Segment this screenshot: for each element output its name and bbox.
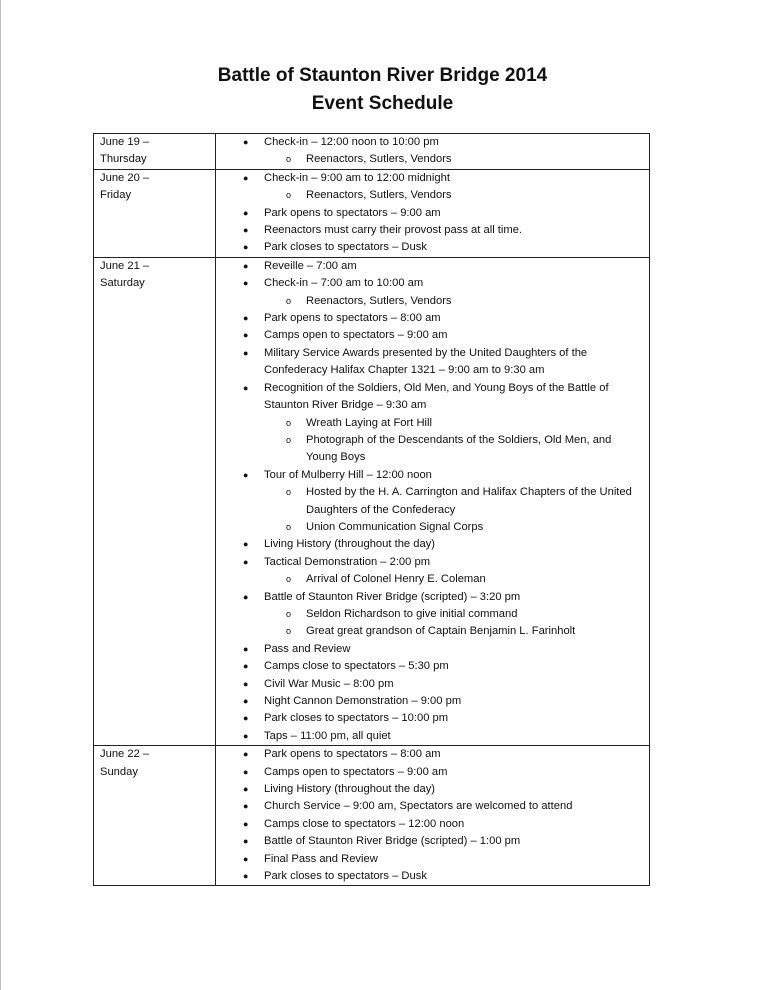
sub-event-item (264, 484, 643, 519)
event-list (216, 170, 649, 257)
circle-bullet-icon: o (286, 487, 292, 498)
event-item (216, 764, 649, 781)
event-item (216, 693, 649, 710)
sub-event-item (264, 606, 643, 623)
sub-event-text: Seldon Richardson to give initial command (306, 607, 518, 620)
event-item (216, 641, 649, 658)
day-date: June 21 – (100, 259, 150, 272)
event-text: Camps open to spectators – 9:00 am (264, 329, 448, 342)
event-text: Reveille – 7:00 am (264, 259, 357, 272)
schedule-row (94, 257, 650, 745)
event-text: Civil War Music – 8:00 pm (264, 677, 394, 690)
sub-event-text: Arrival of Colonel Henry E. Coleman (306, 573, 486, 586)
day-cell (94, 746, 216, 886)
events-cell (216, 746, 650, 886)
sub-event-item (264, 415, 643, 432)
event-text: Battle of Staunton River Bridge (scripted) – 3:20 pm (264, 590, 521, 603)
day-cell (94, 257, 216, 745)
event-text: Living History (throughout the day) (264, 538, 436, 551)
sub-event-item (264, 519, 643, 536)
day-date: June 19 – (100, 136, 150, 148)
circle-bullet-icon: o (286, 521, 292, 532)
event-item (216, 239, 649, 256)
event-item (216, 310, 649, 327)
schedule-row (94, 134, 650, 170)
events-cell (216, 169, 650, 257)
bullet-icon: ● (243, 801, 249, 812)
bullet-icon: ● (243, 713, 249, 724)
event-list (216, 134, 649, 169)
day-weekday: Saturday (100, 277, 145, 290)
bullet-icon: ● (243, 137, 249, 147)
event-text: Camps close to spectators – 12:00 noon (264, 817, 465, 830)
event-text: Park closes to spectators – Dusk (264, 241, 427, 254)
event-item (216, 275, 649, 310)
event-item (216, 380, 649, 467)
day-cell (94, 134, 216, 170)
circle-bullet-icon: o (286, 574, 292, 585)
sub-event-text: Reenactors, Sutlers, Vendors (306, 294, 452, 307)
sub-event-list (264, 484, 643, 536)
event-text: Park closes to spectators – 10:00 pm (264, 712, 449, 725)
sub-event-text: Great great grandson of Captain Benjamin L. Farinholt (306, 625, 576, 638)
event-text: Park opens to spectators – 8:00 am (264, 748, 441, 761)
circle-bullet-icon: o (286, 626, 292, 637)
circle-bullet-icon: o (286, 434, 292, 445)
bullet-icon: ● (243, 766, 249, 777)
sub-event-item (264, 432, 643, 467)
sub-event-list (264, 571, 643, 588)
bullet-icon: ● (243, 469, 249, 480)
sub-event-text: Reenactors, Sutlers, Vendors (306, 189, 452, 202)
bullet-icon: ● (243, 242, 249, 253)
bullet-icon: ● (243, 556, 249, 567)
day-weekday: Sunday (100, 765, 138, 778)
event-item (216, 710, 649, 727)
bullet-icon: ● (243, 730, 249, 741)
event-item (216, 798, 649, 815)
event-text: Church Service – 9:00 am, Spectators are welcomed to attend (264, 800, 573, 813)
day-date: June 20 – (100, 171, 150, 184)
event-text: Recognition of the Soldiers, Old Men, and Young Boys of the Battle of Staunton River Bridge – 9:30 am (264, 381, 609, 412)
bullet-icon: ● (243, 330, 249, 341)
event-item (216, 134, 649, 169)
bullet-icon: ● (243, 382, 249, 393)
bullet-icon: ● (243, 225, 249, 236)
event-text: Reenactors must carry their provost pass at all time. (264, 224, 523, 237)
event-text: Camps open to spectators – 9:00 am (264, 765, 448, 778)
event-item (216, 816, 649, 833)
event-item (216, 676, 649, 693)
event-text: Park opens to spectators – 8:00 am (264, 312, 441, 325)
bullet-icon: ● (243, 539, 249, 550)
circle-bullet-icon: o (286, 154, 292, 165)
bullet-icon: ● (243, 313, 249, 324)
event-item (216, 205, 649, 222)
bullet-icon: ● (243, 678, 249, 689)
event-item (216, 345, 649, 380)
event-text: Final Pass and Review (264, 852, 378, 865)
event-text: Camps close to spectators – 5:30 pm (264, 660, 449, 673)
events-cell (216, 257, 650, 745)
event-text: Pass and Review (264, 642, 351, 655)
event-list (216, 746, 649, 885)
event-item (216, 658, 649, 675)
sub-event-item (264, 571, 643, 588)
sub-event-list (264, 415, 643, 467)
sub-event-item (264, 187, 643, 204)
schedule-body (94, 134, 650, 886)
event-item (216, 222, 649, 239)
event-text: Check-in – 12:00 noon to 10:00 pm (264, 136, 439, 148)
circle-bullet-icon: o (286, 608, 292, 619)
bullet-icon: ● (243, 207, 249, 218)
bullet-icon: ● (243, 661, 249, 672)
event-text: Tour of Mulberry Hill – 12:00 noon (264, 468, 432, 481)
circle-bullet-icon: o (286, 295, 292, 306)
bullet-icon: ● (243, 749, 249, 760)
schedule-row (94, 169, 650, 257)
bullet-icon: ● (243, 853, 249, 864)
day-date: June 22 – (100, 748, 150, 761)
circle-bullet-icon: o (286, 417, 292, 428)
schedule-table (93, 133, 650, 886)
event-text: Military Service Awards presented by the United Daughters of the Confederacy Halifax Chapter 1321 – 9:00 am to 9:30 am (264, 346, 588, 377)
sub-event-text: Photograph of the Descendants of the Soldiers, Old Men, and Young Boys (306, 433, 612, 464)
events-cell (216, 134, 650, 170)
bullet-icon: ● (243, 871, 249, 882)
bullet-icon: ● (243, 347, 249, 358)
sub-event-list (264, 187, 643, 204)
sub-event-item (264, 293, 643, 310)
bullet-icon: ● (243, 260, 249, 271)
event-text: Taps – 11:00 pm, all quiet (264, 729, 391, 742)
event-text: Check-in – 7:00 am to 10:00 am (264, 277, 424, 290)
event-item (216, 728, 649, 745)
sub-event-text: Hosted by the H. A. Carrington and Halifax Chapters of the United Daughters of the Confederacy (306, 486, 632, 516)
document-title: Battle of Staunton River Bridge 2014 (217, 65, 548, 86)
bullet-icon: ● (243, 818, 249, 829)
bullet-icon: ● (243, 784, 249, 795)
day-weekday: Thursday (100, 153, 147, 166)
event-item (216, 833, 649, 850)
document-subtitle: Event Schedule (311, 93, 454, 114)
event-item (216, 327, 649, 344)
event-item (216, 589, 649, 641)
event-item (216, 746, 649, 763)
bullet-icon: ● (243, 591, 249, 602)
bullet-icon: ● (243, 643, 249, 654)
event-item (216, 554, 649, 589)
event-text: Battle of Staunton River Bridge (scripted) – 1:00 pm (264, 835, 521, 848)
event-item (216, 170, 649, 205)
event-item (216, 781, 649, 798)
event-text: Tactical Demonstration – 2:00 pm (264, 555, 431, 568)
sub-event-text: Union Communication Signal Corps (306, 520, 484, 533)
event-list (216, 258, 649, 745)
page-edge (0, 0, 1, 990)
bullet-icon: ● (243, 836, 249, 847)
bullet-icon: ● (243, 278, 249, 289)
event-item (216, 536, 649, 553)
event-text: Park opens to spectators – 9:00 am (264, 206, 441, 219)
circle-bullet-icon: o (286, 190, 292, 201)
bullet-icon: ● (243, 172, 249, 183)
event-text: Check-in – 9:00 am to 12:00 midnight (264, 171, 450, 184)
sub-event-item (264, 623, 643, 640)
sub-event-list (264, 151, 643, 168)
day-cell (94, 169, 216, 257)
event-text: Living History (throughout the day) (264, 783, 436, 796)
sub-event-list (264, 293, 643, 310)
sub-event-text: Wreath Laying at Fort Hill (306, 416, 433, 429)
event-item (216, 467, 649, 537)
event-text: Park closes to spectators – Dusk (264, 870, 427, 883)
bullet-icon: ● (243, 696, 249, 706)
sub-event-item (264, 151, 643, 168)
sub-event-list (264, 606, 643, 641)
event-item (216, 868, 649, 885)
event-item (216, 851, 649, 868)
event-item (216, 258, 649, 275)
schedule-row (94, 746, 650, 886)
day-weekday: Friday (100, 189, 132, 202)
sub-event-text: Reenactors, Sutlers, Vendors (306, 153, 452, 166)
event-text: Night Cannon Demonstration – 9:00 pm (264, 695, 462, 707)
